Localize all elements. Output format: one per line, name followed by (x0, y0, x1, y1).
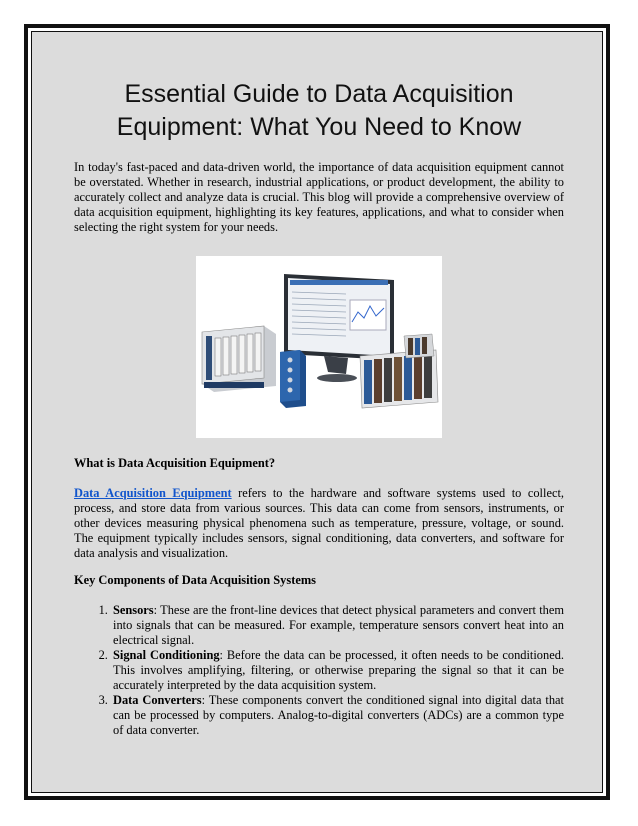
list-item (111, 603, 564, 648)
list-item (111, 693, 564, 738)
section-paragraph-what-is-daq (74, 486, 564, 561)
list-item-text: : These components convert the conditioned signal into digital data that can be processed by computers. Analog-to-digital converters (ADCs) are a common type of data converter. (113, 693, 564, 737)
section-heading-what-is-daq: What is Data Acquisition Equipment? (74, 456, 276, 470)
components-list (74, 603, 564, 738)
list-item-text: : These are the front-line devices that detect physical parameters and convert them into signals that can be measured. For example, temperature sensors convert heat into an electrical signal. (113, 603, 564, 647)
section-heading-key-components: Key Components of Data Acquisition Systems (74, 573, 316, 587)
page-title: Essential Guide to Data Acquisition Equipment: What You Need to Know (116, 80, 522, 141)
data-acquisition-equipment-link[interactable]: Data Acquisition Equipment (74, 486, 232, 500)
document-body (74, 78, 564, 738)
list-item-term: Sensors (113, 603, 154, 617)
list-item-term: Data Converters (113, 693, 202, 707)
definition-text: refers to the hardware and software systems used to collect, process, and store data from various sources. This data can come from sensors, instruments, or other devices measuring physical phenomena such as temperature, pressure, voltage, or sound. The equipment typically includes sensors, signal conditioning, data converters, and software for data analysis and visualization. (74, 486, 564, 560)
list-item-term: Signal Conditioning (113, 648, 220, 662)
intro-paragraph: In today's fast-paced and data-driven world, the importance of data acquisition equipment cannot be overstated. Whether in research, industrial applications, or product development, the ability to accurately collect and analyze data is crucial. This blog will provide a comprehensive overview of data acquisition equipment, highlighting its key features, applications, and what to consider when selecting the right system for your needs. (74, 160, 564, 234)
daq-equipment-image (196, 256, 442, 438)
list-item-text: : Before the data can be processed, it often needs to be conditioned. This involves amplifying, filtering, or otherwise preparing the signal so that it can be accurately interpreted by the data acquisition system. (113, 648, 564, 692)
list-item (111, 648, 564, 693)
daq-equipment-illustration (196, 256, 442, 438)
